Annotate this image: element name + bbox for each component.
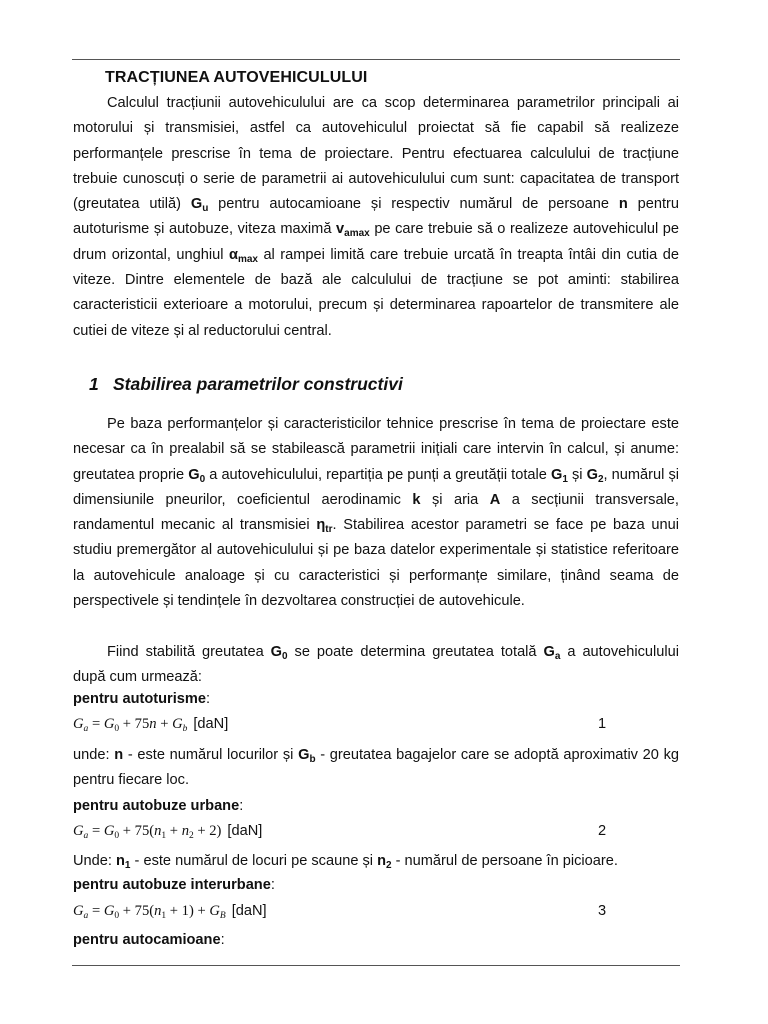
note-cars: unde: n - este numărul locurilor și $G_b$ - greutatea bagajelor care se adoptă aproximativ 20 kg pentru fiecare loc. (73, 747, 680, 789)
symbol-gu: $G_u$ (190, 196, 209, 215)
formula-expression: $G_a = G_0 + 75(n_1 + n_2 + 2)$ (73, 823, 222, 841)
section-heading (89, 374, 403, 395)
symbol-g0: $G_0$ (188, 466, 206, 485)
text: Calculul tracțiunii autovehiculului are ca scop determinarea parametrilor principali ai motorului și transmisiei, astfel ca autovehiculul proiectat să fie capabil să realizeze performanțele prescrise în tema de proiectare. Pentru efectuarea calculului de tracțiune trebuie cunoscuți o serie de parametrii ai autovehiculului cum sunt: capacitatea de transport (greutatea utilă) (73, 95, 679, 213)
symbol-ga: $G_a$ (543, 644, 561, 662)
formula-unit: [daN] (231, 903, 267, 919)
case-label-cars: pentru autoturisme: (73, 691, 211, 707)
text: pentru autocamioane și respectiv numărul de persoane (208, 196, 619, 213)
symbol-n: n (618, 196, 628, 213)
symbol-eta-tr: $\eta_{tr}$ (316, 517, 333, 536)
symbol-g2: $G_2$ (586, 466, 604, 485)
section-number: 1 (89, 374, 99, 394)
intro-paragraph (73, 91, 679, 344)
text: . Stabilirea acestor parametri se face pe baza unui studiu premergător al autovehiculului și pe baza datelor experimentale și statistice referitoare la autovehicule analoage și cu caracteristici și performanțe similare, ținând seama de perspectivele și tendințele în dezvoltarea construcției de autovehicule. (73, 517, 679, 610)
text: Pe baza performanțelor și caracteristicilor tehnice prescrise în tema de proiectare este necesar ca în prealabil să se stabilească parametrii inițiali care intervin în calcul, și anume: greutatea proprie (73, 416, 679, 483)
case-label-trucks: pentru autocamioane: (73, 932, 225, 948)
symbol-g1: $G_1$ (550, 466, 568, 485)
parameters-paragraph (73, 412, 679, 614)
text: Fiind stabilită greutatea (107, 644, 271, 660)
text: pe care trebuie să o realizeze autovehiculul pe drum orizontal, unghiul (73, 221, 680, 263)
text: a autovehiculului, repartiția pe punți a greutății totale (205, 466, 551, 483)
text: al rampei limită care trebuie urcată în treapta întâi din cutia de viteze. Dintre elementele de bază ale calculului de tracțiune se pot aminti: stabilirea caracteristicii exterioare a motorului, precum și determinarea rapoartelor de transmitere ale cutiei de viteze și al reductorului central. (73, 246, 679, 339)
text: și (567, 466, 587, 483)
symbol-alpha-max: $\alpha_{max}$ (228, 246, 258, 265)
section-title: Stabilirea parametrilor constructivi (113, 374, 403, 394)
text: , numărul și dimensiunile pneurilor, coeficientul aerodinamic (73, 466, 679, 508)
equation-number: 1 (598, 716, 607, 732)
formula-unit: [daN] (227, 823, 263, 839)
formula-expression: $G_a = G_0 + 75n + G_b$ (73, 716, 188, 734)
case-label-intercity-buses: pentru autobuze interurbane: (73, 877, 275, 893)
equation-number: 3 (598, 903, 607, 919)
formula-urban-buses (73, 823, 679, 845)
symbol-k: k (412, 491, 421, 508)
formula-cars (73, 716, 679, 738)
text: a autovehiculului după cum urmează: (73, 644, 679, 686)
symbol-g0: $G_0$ (270, 644, 288, 662)
text: se poate determina greutatea totală (287, 644, 544, 660)
formula-unit: [daN] (193, 716, 229, 732)
text: și aria (420, 491, 490, 508)
header-rule (72, 59, 680, 60)
symbol-a: A (489, 491, 501, 508)
text: pentru autoturisme și autobuze, viteza maximă (73, 196, 679, 238)
case-label-urban-buses: pentru autobuze urbane: (73, 798, 244, 814)
formula-expression: $G_a = G_0 + 75(n_1 + 1) + G_B$ (73, 903, 226, 921)
footer-rule (72, 965, 680, 966)
note-urban-buses: Unde: $n_1$ - este numărul de locuri pe scaune și $n_2$ - numărul de persoane în picioare. (73, 853, 618, 871)
page-title: TRACȚIUNEA AUTOVEHICULULUI (105, 69, 368, 86)
total-weight-paragraph (73, 640, 679, 691)
equation-number: 2 (598, 823, 607, 839)
symbol-vamax: $v_{amax}$ (336, 221, 370, 240)
text: a secțiunii transversale, randamentul mecanic al transmisiei (73, 491, 679, 534)
formula-intercity-buses (73, 903, 679, 925)
